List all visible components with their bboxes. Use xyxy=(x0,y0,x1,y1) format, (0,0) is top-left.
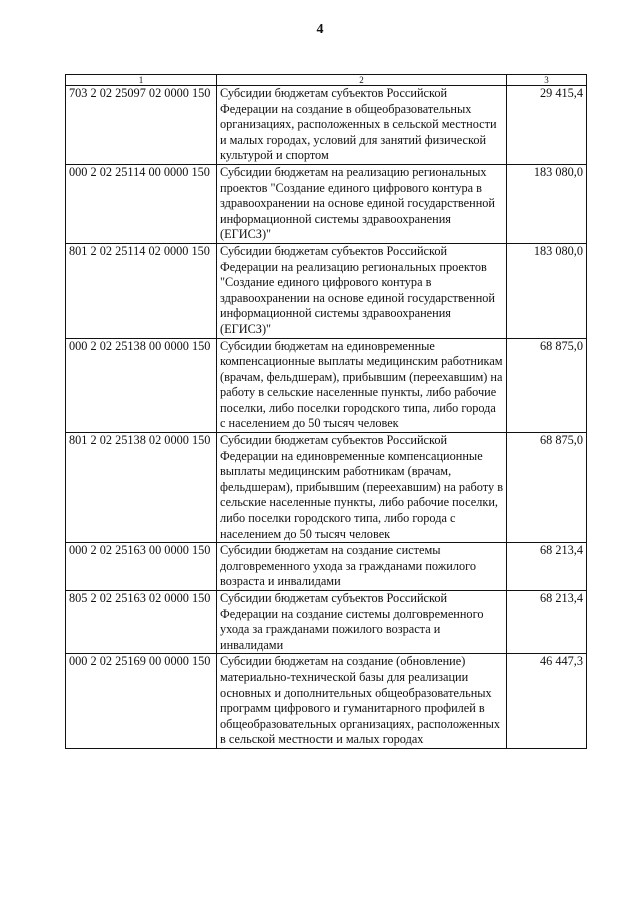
row-description: Субсидии бюджетам субъектов Российской Федерации на единовременные компенсационные выплаты медицинским работникам (врачам, фельдшерам), прибывшим (переехавшим) на работу в сельские населенные пункты, либо рабочие поселки, либо поселки городского типа, либо города с населением до 50 тысяч человек xyxy=(217,433,507,543)
column-header-amount: 3 xyxy=(507,75,587,86)
table-row xyxy=(66,86,587,165)
row-amount: 68 875,0 xyxy=(507,338,587,433)
row-amount: 46 447,3 xyxy=(507,654,587,749)
table-row xyxy=(66,543,587,591)
column-header-code: 1 xyxy=(66,75,217,86)
row-amount: 68 213,4 xyxy=(507,543,587,591)
row-amount: 29 415,4 xyxy=(507,86,587,165)
table-header-row xyxy=(66,75,587,86)
row-description: Субсидии бюджетам на создание (обновление) материально-технической базы для реализации основных и дополнительных общеобразовательных программ цифрового и гуманитарного профилей в общеобразовательных организациях, расположенных в сельской местности и малых городах xyxy=(217,654,507,749)
table-row xyxy=(66,243,587,338)
page-number: 4 xyxy=(316,22,324,37)
table-row xyxy=(66,338,587,433)
row-description: Субсидии бюджетам субъектов Российской Федерации на создание в общеобразовательных организациях, расположенных в сельской местности и малых городах, условий для занятий физической культурой и спортом xyxy=(217,86,507,165)
row-description: Субсидии бюджетам субъектов Российской Федерации на создание системы долговременного ухода за гражданами пожилого возраста и инвалидами xyxy=(217,591,507,654)
table-row xyxy=(66,164,587,243)
row-amount: 68 213,4 xyxy=(507,591,587,654)
row-amount: 183 080,0 xyxy=(507,243,587,338)
budget-table xyxy=(65,74,587,749)
row-code: 801 2 02 25138 02 0000 150 xyxy=(66,433,217,543)
row-code: 703 2 02 25097 02 0000 150 xyxy=(66,86,217,165)
row-code: 000 2 02 25163 00 0000 150 xyxy=(66,543,217,591)
table-row xyxy=(66,433,587,543)
row-description: Субсидии бюджетам на реализацию региональных проектов "Создание единого цифрового контура в здравоохранении на основе единой государственной информационной системы здравоохранения (ЕГИСЗ)" xyxy=(217,164,507,243)
row-description: Субсидии бюджетам на создание системы долговременного ухода за гражданами пожилого возраста и инвалидами xyxy=(217,543,507,591)
row-code: 000 2 02 25169 00 0000 150 xyxy=(66,654,217,749)
row-amount: 183 080,0 xyxy=(507,164,587,243)
table-row xyxy=(66,591,587,654)
row-amount: 68 875,0 xyxy=(507,433,587,543)
row-code: 801 2 02 25114 02 0000 150 xyxy=(66,243,217,338)
row-code: 000 2 02 25138 00 0000 150 xyxy=(66,338,217,433)
row-description: Субсидии бюджетам субъектов Российской Федерации на реализацию региональных проектов "Создание единого цифрового контура в здравоохранении на основе единой государственной информационной системы здравоохранения (ЕГИСЗ)" xyxy=(217,243,507,338)
column-header-description: 2 xyxy=(217,75,507,86)
row-code: 805 2 02 25163 02 0000 150 xyxy=(66,591,217,654)
table-row xyxy=(66,654,587,749)
row-code: 000 2 02 25114 00 0000 150 xyxy=(66,164,217,243)
row-description: Субсидии бюджетам на единовременные компенсационные выплаты медицинским работникам (врачам, фельдшерам), прибывшим (переехавшим) на работу в сельские населенные пункты, либо рабочие поселки, либо поселки городского типа, либо города с населением до 50 тысяч человек xyxy=(217,338,507,433)
